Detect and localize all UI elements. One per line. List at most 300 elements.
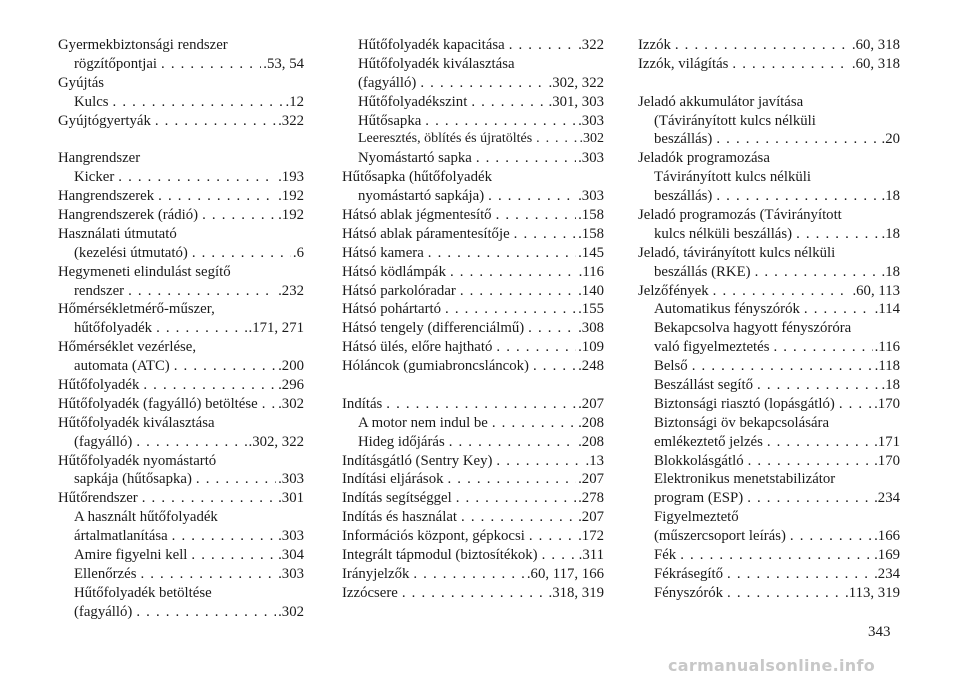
dot-leader bbox=[676, 546, 872, 565]
dot-leader bbox=[382, 395, 576, 414]
dot-leader bbox=[688, 357, 873, 376]
index-entry-text: Hóláncok (gumiabroncsláncok) bbox=[342, 358, 529, 375]
index-entry-text: Hűtőfolyadék (fagyálló) betöltése bbox=[58, 395, 258, 412]
index-entry-text: való figyelmeztetés bbox=[654, 339, 770, 356]
index-entry-text: rendszer bbox=[74, 282, 125, 299]
index-entry-page: .232 bbox=[278, 282, 304, 299]
index-entry bbox=[58, 74, 304, 93]
index-entry-text: Izzócsere bbox=[342, 584, 398, 601]
index-entry-page: .208 bbox=[578, 433, 604, 450]
index-entry bbox=[638, 376, 900, 395]
index-entry bbox=[638, 546, 900, 565]
index-entry bbox=[342, 452, 604, 471]
index-entry-page: .60, 113 bbox=[852, 282, 900, 299]
index-entry bbox=[342, 565, 604, 584]
index-entry bbox=[638, 319, 900, 338]
index-entry-text: Kicker bbox=[74, 169, 115, 186]
index-entry-text: Biztonsági öv bekapcsolására bbox=[654, 414, 830, 431]
dot-leader bbox=[398, 584, 547, 603]
index-entry bbox=[342, 489, 604, 508]
dot-leader bbox=[723, 565, 872, 584]
dot-leader bbox=[139, 376, 276, 395]
dot-leader bbox=[538, 546, 577, 565]
index-entry-text: Hegymeneti elindulást segítő bbox=[58, 263, 231, 280]
index-entry bbox=[638, 395, 900, 414]
dot-leader bbox=[786, 527, 872, 546]
index-entry-text: (fagyálló) bbox=[358, 74, 417, 91]
index-entry bbox=[342, 357, 604, 376]
index-entry-text: Hátsó pohártartó bbox=[342, 301, 442, 318]
index-entry bbox=[58, 93, 304, 112]
index-entry-page: .303 bbox=[278, 528, 304, 545]
index-entry-text: Hátsó parkolóradar bbox=[342, 282, 456, 299]
dot-leader bbox=[488, 414, 576, 433]
index-entry-page: .303 bbox=[578, 112, 604, 129]
index-entry-text: rögzítőpontjai bbox=[74, 55, 158, 72]
index-entry-text: Hűtőfolyadék kiválasztása bbox=[58, 414, 215, 431]
dot-leader bbox=[445, 433, 576, 452]
index-entry bbox=[342, 187, 604, 206]
index-entry bbox=[638, 149, 900, 168]
dot-leader bbox=[728, 55, 850, 74]
index-entry-page: .234 bbox=[874, 490, 900, 507]
index-entry-text: Hangrendszerek bbox=[58, 188, 155, 205]
dot-leader bbox=[192, 470, 276, 489]
dot-leader bbox=[187, 546, 276, 565]
index-entry-page: .171, 271 bbox=[248, 320, 304, 337]
index-entry-text: Fényszórók bbox=[654, 584, 724, 601]
index-entry-text: kulcs nélküli beszállás) bbox=[654, 225, 793, 242]
index-entry-text: Indítás és használat bbox=[342, 509, 458, 526]
index-entry-text: Hűtőrendszer bbox=[58, 490, 138, 507]
index-entry bbox=[58, 433, 304, 452]
index-entry-page: .303 bbox=[578, 150, 604, 167]
dot-leader bbox=[198, 206, 276, 225]
index-entry bbox=[638, 282, 900, 301]
index-entry-text: Jeladó akkumulátor javítása bbox=[638, 93, 804, 110]
index-entry-text: Hőmérséklet vezérlése, bbox=[58, 339, 197, 356]
dot-leader bbox=[132, 603, 276, 622]
index-entry bbox=[58, 452, 304, 471]
index-entry-page: .116 bbox=[874, 339, 900, 356]
dot-leader bbox=[532, 130, 577, 149]
index-entry-text: Beszállást segítő bbox=[654, 377, 754, 394]
index-entry bbox=[342, 112, 604, 131]
index-entry-text: ártalmatlanítása bbox=[74, 528, 168, 545]
index-entry-page: .158 bbox=[578, 207, 604, 224]
index-entry bbox=[342, 74, 604, 93]
index-entry-page: .308 bbox=[578, 320, 604, 337]
dot-leader bbox=[168, 527, 276, 546]
index-entry bbox=[58, 149, 304, 168]
index-entry-text: automata (ATC) bbox=[74, 358, 170, 375]
index-entry-page: .60, 318 bbox=[851, 55, 900, 72]
index-entry-page: .193 bbox=[278, 169, 304, 186]
index-entry bbox=[342, 206, 604, 225]
index-entry-text: Biztonsági riasztó (lopásgátló) bbox=[654, 395, 835, 412]
index-entry bbox=[638, 263, 900, 282]
index-entry-page: .302, 322 bbox=[248, 433, 304, 450]
index-entry bbox=[58, 508, 304, 527]
index-entry-page: .302 bbox=[278, 603, 304, 620]
index-entry-page: .109 bbox=[578, 339, 604, 356]
index-entry-text: Hátsó ablak jégmentesítő bbox=[342, 207, 492, 224]
index-entry-text: Hűtőfolyadék betöltése bbox=[74, 584, 212, 601]
index-entry-page: .12 bbox=[285, 93, 304, 110]
index-entry bbox=[638, 584, 900, 603]
index-entry-page: .304 bbox=[278, 547, 304, 564]
index-entry-text: nyomástartó sapkája) bbox=[358, 188, 485, 205]
index-entry bbox=[342, 36, 604, 55]
index-entry-page: .200 bbox=[278, 358, 304, 375]
dot-leader bbox=[723, 584, 843, 603]
index-entry-text: Automatikus fényszórók bbox=[654, 301, 800, 318]
index-spacer bbox=[58, 130, 304, 149]
index-entry-page: .155 bbox=[578, 301, 604, 318]
index-entry-page: .207 bbox=[578, 395, 604, 412]
dot-leader bbox=[753, 376, 879, 395]
index-entry bbox=[58, 206, 304, 225]
index-entry bbox=[638, 452, 900, 471]
index-entry-text: Kulcs bbox=[74, 93, 109, 110]
dot-leader bbox=[421, 112, 576, 131]
index-entry-page: .207 bbox=[578, 471, 604, 488]
index-entry bbox=[342, 414, 604, 433]
index-entry-page: .158 bbox=[578, 225, 604, 242]
index-entry-page: .145 bbox=[578, 244, 604, 261]
dot-leader bbox=[138, 489, 276, 508]
index-entry bbox=[58, 263, 304, 282]
index-entry-text: beszállás (RKE) bbox=[654, 263, 751, 280]
index-entry bbox=[342, 508, 604, 527]
index-entry bbox=[58, 584, 304, 603]
index-entry bbox=[342, 168, 604, 187]
index-entry-page: .302, 322 bbox=[548, 74, 604, 91]
index-entry-text: Használati útmutató bbox=[58, 225, 177, 242]
index-entry-page: .303 bbox=[578, 188, 604, 205]
index-entry-text: Hűtősapka (hűtőfolyadék bbox=[342, 169, 492, 186]
index-entry-text: Hűtősapka bbox=[358, 112, 422, 129]
dot-leader bbox=[154, 187, 276, 206]
index-entry-page: .192 bbox=[278, 207, 304, 224]
index-entry-text: (fagyálló) bbox=[74, 603, 133, 620]
index-entry bbox=[638, 187, 900, 206]
dot-leader bbox=[188, 244, 291, 263]
index-entry-text: Izzók bbox=[638, 37, 671, 53]
index-entry-page: .303 bbox=[278, 471, 304, 488]
dot-leader bbox=[170, 357, 276, 376]
index-entry bbox=[638, 93, 900, 112]
index-entry-text: (Távirányított kulcs nélküli bbox=[654, 112, 816, 129]
index-entry-page: .18 bbox=[881, 377, 900, 394]
index-entry bbox=[638, 244, 900, 263]
dot-leader bbox=[109, 93, 284, 112]
index-entry bbox=[58, 414, 304, 433]
index-entry bbox=[342, 149, 604, 168]
index-entry bbox=[638, 433, 900, 452]
index-entry-page: .18 bbox=[881, 225, 900, 242]
index-entry bbox=[342, 546, 604, 565]
index-entry bbox=[58, 395, 304, 414]
index-entry bbox=[638, 55, 900, 74]
dot-leader bbox=[416, 74, 546, 93]
index-entry-text: (kezelési útmutató) bbox=[74, 244, 188, 261]
index-entry-page: .303 bbox=[278, 565, 304, 582]
index-entry-text: Hűtőfolyadék nyomástartó bbox=[58, 452, 217, 469]
index-entry-page: .192 bbox=[278, 188, 304, 205]
index-entry bbox=[638, 414, 900, 433]
dot-leader bbox=[452, 489, 576, 508]
index-entry-page: .18 bbox=[881, 263, 900, 280]
index-entry bbox=[58, 546, 304, 565]
index-entry bbox=[638, 489, 900, 508]
index-entry bbox=[638, 206, 900, 225]
index-entry bbox=[58, 319, 304, 338]
index-entry-page: .18 bbox=[881, 188, 900, 205]
index-entry bbox=[638, 300, 900, 319]
index-entry-page: .207 bbox=[578, 509, 604, 526]
dot-leader bbox=[763, 433, 872, 452]
dot-leader bbox=[510, 225, 576, 244]
index-entry-text: (műszercsoport leírás) bbox=[654, 528, 786, 545]
dot-leader bbox=[484, 187, 576, 206]
index-entry bbox=[58, 282, 304, 301]
index-entry bbox=[342, 244, 604, 263]
index-entry-text: Leeresztés, öblítés és újratöltés bbox=[358, 131, 533, 147]
index-entry-page: .53, 54 bbox=[263, 55, 304, 72]
dot-leader bbox=[124, 282, 276, 301]
index-entry-text: Hátsó ablak páramentesítője bbox=[342, 225, 510, 242]
index-entry-text: Irányjelzők bbox=[342, 565, 410, 582]
index-entry-page: .318, 319 bbox=[548, 584, 604, 601]
index-entry-text: Jelzőfények bbox=[638, 282, 709, 299]
dot-leader bbox=[671, 36, 850, 55]
dot-leader bbox=[132, 433, 246, 452]
index-entry-text: Hátsó tengely (differenciálmű) bbox=[342, 320, 525, 337]
index-entry-text: Hűtőfolyadékszint bbox=[358, 93, 468, 110]
index-entry bbox=[638, 470, 900, 489]
index-entry bbox=[58, 36, 304, 55]
index-entry bbox=[342, 263, 604, 282]
index-entry-page: .169 bbox=[874, 547, 900, 564]
index-column-3 bbox=[638, 36, 900, 603]
index-entry bbox=[638, 508, 900, 527]
index-entry-text: (fagyálló) bbox=[74, 433, 133, 450]
index-entry-text: Gyermekbiztonsági rendszer bbox=[58, 37, 228, 53]
index-entry bbox=[342, 470, 604, 489]
dot-leader bbox=[114, 168, 276, 187]
dot-leader bbox=[744, 452, 872, 471]
dot-leader bbox=[792, 225, 879, 244]
index-entry-text: Gyújtás bbox=[58, 74, 105, 91]
index-entry-text: Elektronikus menetstabilizátor bbox=[654, 471, 836, 488]
index-entry bbox=[638, 36, 900, 55]
index-entry bbox=[638, 225, 900, 244]
dot-leader bbox=[157, 55, 261, 74]
index-entry bbox=[638, 130, 900, 149]
index-entry-page: .172 bbox=[578, 528, 604, 545]
index-entry bbox=[342, 395, 604, 414]
index-entry-page: .301 bbox=[278, 490, 304, 507]
index-entry-page: .234 bbox=[874, 565, 900, 582]
dot-leader bbox=[152, 319, 246, 338]
index-entry-page: .296 bbox=[278, 377, 304, 394]
dot-leader bbox=[151, 112, 276, 131]
dot-leader bbox=[446, 263, 577, 282]
index-entry-page: .311 bbox=[578, 547, 604, 564]
index-entry-text: Információs központ, gépkocsi bbox=[342, 528, 525, 545]
index-entry bbox=[638, 357, 900, 376]
index-entry-text: sapkája (hűtősapka) bbox=[74, 471, 192, 488]
index-entry-text: Hangrendszer bbox=[58, 150, 141, 167]
index-entry-text: Hűtőfolyadék kapacitása bbox=[358, 37, 505, 53]
dot-leader bbox=[529, 357, 576, 376]
index-entry-text: Integrált tápmodul (biztosítékok) bbox=[342, 547, 538, 564]
index-entry bbox=[342, 527, 604, 546]
index-entry-page: .140 bbox=[578, 282, 604, 299]
dot-leader bbox=[709, 282, 851, 301]
index-entry-text: Jeladó programozás (Távirányított bbox=[638, 207, 842, 224]
index-entry bbox=[342, 433, 604, 452]
index-entry bbox=[58, 112, 304, 131]
dot-leader bbox=[467, 93, 546, 112]
index-entry-page: .171 bbox=[874, 433, 900, 450]
index-entry-text: Jeladók programozása bbox=[638, 150, 770, 167]
dot-leader bbox=[456, 282, 576, 301]
index-entry-text: Indításgátló (Sentry Key) bbox=[342, 452, 493, 469]
page-number: 343 bbox=[868, 624, 891, 640]
index-entry-page: .20 bbox=[881, 131, 900, 148]
dot-leader bbox=[444, 470, 577, 489]
index-entry bbox=[58, 470, 304, 489]
index-entry-text: Bekapcsolva hagyott fényszóróra bbox=[654, 320, 852, 337]
index-entry-text: Blokkolásgátló bbox=[654, 452, 744, 469]
index-entry bbox=[58, 565, 304, 584]
index-entry-page: .60, 117, 166 bbox=[526, 565, 604, 582]
index-entry bbox=[342, 282, 604, 301]
index-entry-text: Amire figyelni kell bbox=[74, 547, 188, 564]
index-spacer bbox=[638, 74, 900, 93]
dot-leader bbox=[457, 508, 576, 527]
index-entry-page: .166 bbox=[874, 528, 900, 545]
index-entry bbox=[638, 112, 900, 131]
index-entry-text: Hűtőfolyadék bbox=[58, 377, 140, 394]
index-entry-page: .6 bbox=[292, 244, 304, 261]
index-entry-page: .322 bbox=[578, 37, 604, 53]
index-entry-text: beszállás) bbox=[654, 188, 713, 205]
index-entry bbox=[342, 225, 604, 244]
index-entry bbox=[58, 338, 304, 357]
dot-leader bbox=[712, 187, 879, 206]
dot-leader bbox=[409, 565, 524, 584]
index-entry bbox=[58, 603, 304, 622]
dot-leader bbox=[524, 319, 576, 338]
index-entry-page: .114 bbox=[874, 301, 900, 318]
index-entry bbox=[342, 338, 604, 357]
index-entry bbox=[638, 527, 900, 546]
index-entry-page: .60, 318 bbox=[851, 37, 900, 53]
index-entry bbox=[58, 527, 304, 546]
dot-leader bbox=[441, 300, 576, 319]
index-entry-page: .302 bbox=[278, 395, 304, 412]
index-entry bbox=[58, 357, 304, 376]
index-entry bbox=[342, 93, 604, 112]
index-entry-text: Nyomástartó sapka bbox=[358, 150, 472, 167]
index-entry-page: .170 bbox=[874, 395, 900, 412]
index-entry-page: .278 bbox=[578, 490, 604, 507]
dot-leader bbox=[492, 452, 583, 471]
dot-leader bbox=[424, 244, 576, 263]
index-entry-text: Figyelmeztető bbox=[654, 509, 739, 526]
index-entry-text: Távirányított kulcs nélküli bbox=[654, 169, 811, 186]
index-entry bbox=[342, 55, 604, 74]
index-entry-text: Hangrendszerek (rádió) bbox=[58, 207, 199, 224]
index-entry-page: .208 bbox=[578, 414, 604, 431]
index-entry-page: .170 bbox=[874, 452, 900, 469]
dot-leader bbox=[472, 149, 576, 168]
dot-leader bbox=[751, 263, 880, 282]
index-entry-page: .116 bbox=[578, 263, 604, 280]
index-entry-text: program (ESP) bbox=[654, 490, 744, 507]
index-entry-text: Hátsó ködlámpák bbox=[342, 263, 446, 280]
index-entry bbox=[58, 55, 304, 74]
index-entry-page: .13 bbox=[585, 452, 604, 469]
index-entry bbox=[638, 565, 900, 584]
index-column-1 bbox=[58, 36, 304, 622]
index-entry bbox=[58, 489, 304, 508]
index-entry-text: Hűtőfolyadék kiválasztása bbox=[358, 55, 515, 72]
dot-leader bbox=[492, 338, 576, 357]
index-entry-text: emlékeztető jelzés bbox=[654, 433, 763, 450]
index-entry-text: Indítás segítséggel bbox=[342, 490, 452, 507]
index-column-2 bbox=[342, 36, 604, 603]
index-entry bbox=[58, 300, 304, 319]
index-entry-page: .302 bbox=[579, 131, 604, 147]
index-entry-page: .118 bbox=[874, 358, 900, 375]
index-entry bbox=[58, 244, 304, 263]
dot-leader bbox=[492, 206, 577, 225]
index-entry bbox=[342, 300, 604, 319]
index-entry-text: Hátsó kamera bbox=[342, 244, 424, 261]
index-entry-text: Jeladó, távirányított kulcs nélküli bbox=[638, 244, 836, 261]
dot-leader bbox=[743, 489, 872, 508]
index-entry bbox=[342, 130, 604, 149]
index-entry bbox=[638, 168, 900, 187]
index-entry-text: A motor nem indul be bbox=[358, 414, 488, 431]
dot-leader bbox=[525, 527, 576, 546]
index-entry-text: Indítási eljárások bbox=[342, 471, 444, 488]
index-entry-text: beszállás) bbox=[654, 131, 713, 148]
index-entry-text: hűtőfolyadék bbox=[74, 320, 153, 337]
index-entry-text: Hideg időjárás bbox=[358, 433, 445, 450]
index-entry-text: Hátsó ülés, előre hajtható bbox=[342, 339, 493, 356]
index-entry bbox=[638, 338, 900, 357]
index-entry-text: A használt hűtőfolyadék bbox=[74, 509, 218, 526]
dot-leader bbox=[712, 130, 879, 149]
index-entry-text: Fékrásegítő bbox=[654, 565, 724, 582]
index-entry-text: Gyújtógyertyák bbox=[58, 112, 151, 129]
dot-leader bbox=[136, 565, 276, 584]
index-spacer bbox=[342, 376, 604, 395]
index-entry bbox=[342, 584, 604, 603]
index-entry bbox=[58, 187, 304, 206]
index-entry-page: .322 bbox=[278, 112, 304, 129]
index-entry bbox=[342, 319, 604, 338]
dot-leader bbox=[800, 300, 873, 319]
index-entry-text: Belső bbox=[654, 358, 688, 375]
index-entry-text: Hőmérsékletmérő-műszer, bbox=[58, 301, 215, 318]
dot-leader bbox=[505, 36, 576, 55]
